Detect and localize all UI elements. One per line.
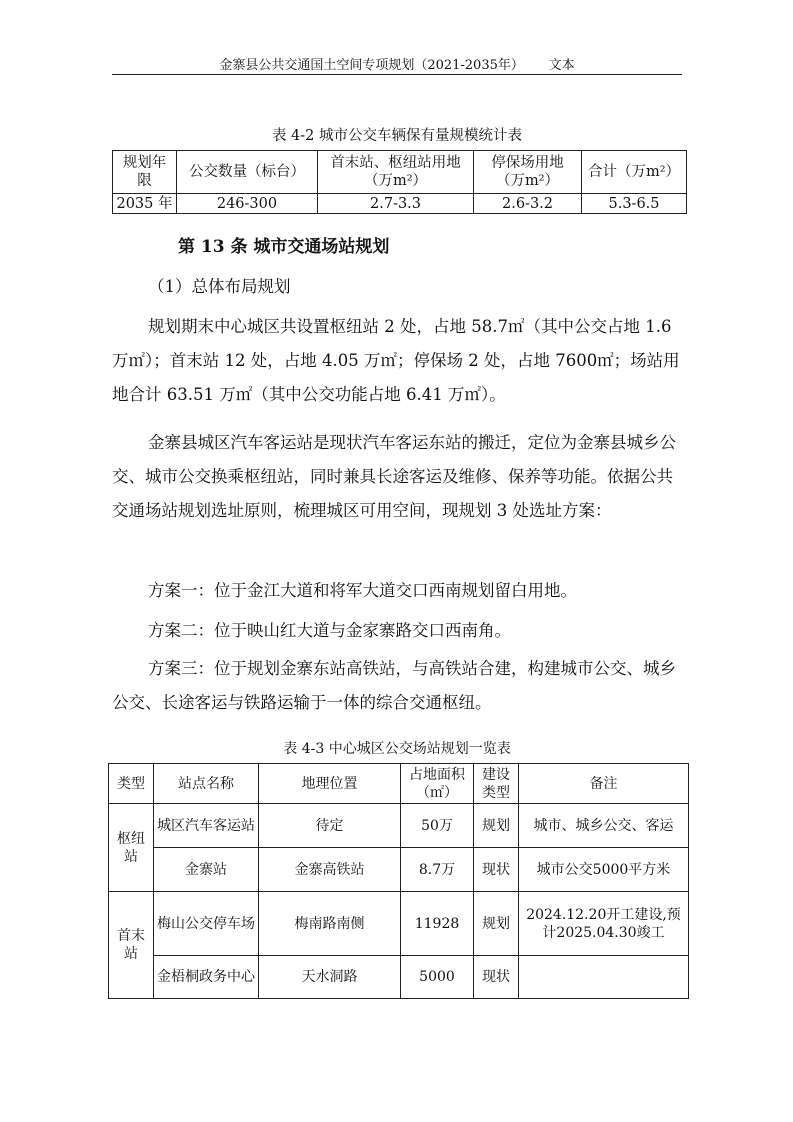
table2-cell-name: 城区汽车客运站	[154, 804, 259, 848]
section-title: （1）总体布局规划	[148, 277, 291, 296]
table2-cell-area: 5000	[401, 956, 474, 999]
table-row	[109, 804, 689, 848]
table2-cell-area: 50万	[401, 804, 474, 848]
table2-cell-location: 天水洞路	[259, 956, 401, 999]
paragraph-5: 方案三：位于规划金寨东站高铁站，与高铁站合建，构建城市公交、城乡公交、长途客运与铁路运输于一体的综合交通枢纽。	[112, 659, 676, 712]
header-rule	[112, 74, 682, 75]
table2-cell-name: 梅山公交停车场	[154, 892, 259, 956]
table1-cell-terminal-land: 2.7-3.3	[318, 194, 474, 214]
station-plan-table	[108, 763, 689, 999]
table2-cell-name: 金寨站	[154, 848, 259, 892]
table2-cell-location: 金寨高铁站	[259, 848, 401, 892]
table2-header-build-type: 建设类型	[474, 764, 519, 804]
table1-cell-year: 2035 年	[113, 194, 177, 214]
paragraph-4: 方案二：位于映山红大道与金家寨路交口西南角。	[148, 621, 511, 640]
vehicle-scale-table	[112, 150, 687, 214]
table2-cell-build-type: 现状	[474, 848, 519, 892]
paragraph-1: 规划期末中心城区共设置枢纽站 2 处，占地 58.7㎡（其中公交占地 1.6 万㎡）；首末站 12 处，占地 4.05 万㎡；停保场 2 处，占地 7600㎡；场站用地合计 63.51 万㎡（其中公交功能占地 6.41 万㎡）。	[112, 317, 680, 404]
table1-caption: 表 4-2 城市公交车辆保有量规模统计表	[271, 128, 523, 144]
table1-cell-count: 246-300	[177, 194, 318, 214]
table2-cell-build-type: 规划	[474, 892, 519, 956]
page-header: 金寨县公共交通国土空间专项规划（2021-2035年） 文本	[219, 58, 575, 73]
table-row	[113, 194, 687, 214]
table2-header-type: 类型	[109, 764, 154, 804]
table1-cell-depot-land: 2.6-3.2	[474, 194, 582, 214]
table2-cell-remarks: 城市、城乡公交、客运	[519, 804, 689, 848]
table2-header-name: 站点名称	[154, 764, 259, 804]
table2-cell-build-type: 现状	[474, 956, 519, 999]
table2-header-location: 地理位置	[259, 764, 401, 804]
article-heading: 第 13 条 城市交通场站规划	[178, 237, 390, 257]
table-row	[109, 848, 689, 892]
paragraph-2: 金寨县城区汽车客运站是现状汽车客运东站的搬迁，定位为金寨县城乡公交、城市公交换乘枢纽站，同时兼具长途客运及维修、保养等功能。依据公共交通场站规划选址原则，梳理城区可用空间，现规划 3 处选址方案：	[112, 433, 676, 520]
table2-cell-location: 梅南路南侧	[259, 892, 401, 956]
table2-cell-remarks: 城市公交5000平方米	[519, 848, 689, 892]
table2-cell-build-type: 规划	[474, 804, 519, 848]
table2-cell-location: 待定	[259, 804, 401, 848]
table-row	[109, 892, 689, 956]
table2-group-type-hub: 枢纽站	[109, 804, 154, 892]
table2-cell-area: 11928	[401, 892, 474, 956]
table2-cell-remarks	[519, 956, 689, 999]
table2-header-area: 占地面积（㎡）	[401, 764, 474, 804]
table1-header-depot-land: 停保场用地（万m²）	[474, 151, 582, 194]
table1-header-total: 合计（万m²）	[582, 151, 687, 194]
paragraph-3: 方案一：位于金江大道和将军大道交口西南规划留白用地。	[148, 581, 577, 600]
table1-header-terminal-land: 首末站、枢纽站用地（万m²）	[318, 151, 474, 194]
table2-cell-area: 8.7万	[401, 848, 474, 892]
table2-group-type-terminal: 首末站	[109, 892, 154, 999]
table2-cell-remarks: 2024.12.20开工建设,预计2025.04.30竣工	[519, 892, 689, 956]
table1-header-year: 规划年限	[113, 151, 177, 194]
table2-cell-name: 金梧桐政务中心	[154, 956, 259, 999]
table2-caption: 表 4-3 中心城区公交场站规划一览表	[283, 741, 511, 757]
table-row	[109, 956, 689, 999]
table1-cell-total: 5.3-6.5	[582, 194, 687, 214]
table2-header-remarks: 备注	[519, 764, 689, 804]
table1-header-count: 公交数量（标台）	[177, 151, 318, 194]
